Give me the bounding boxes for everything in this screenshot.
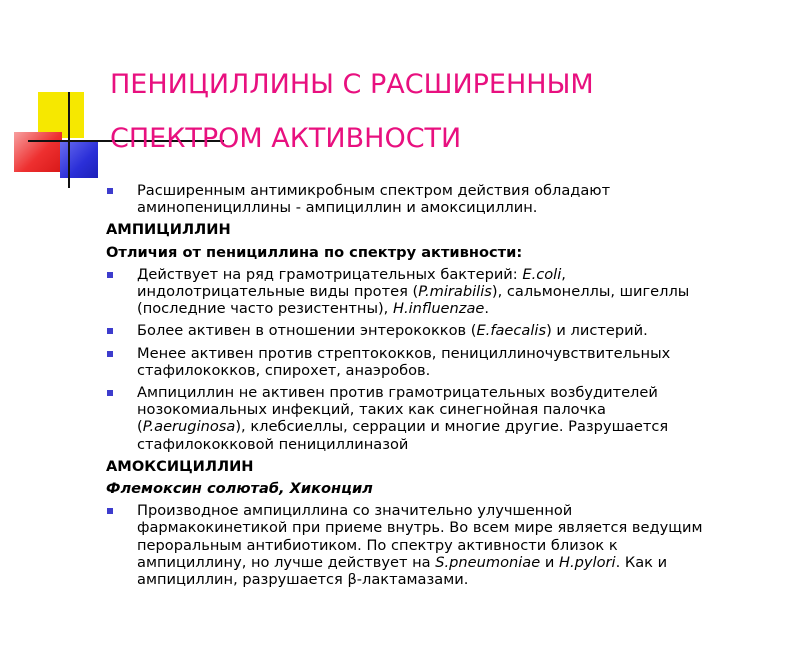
bullet-amoxicillin-description (106, 502, 766, 588)
species-name: E.coli (522, 265, 562, 283)
species-name: P.aeruginosa (142, 418, 236, 436)
text-line: Производное ампициллина со значительно улучшенной (137, 502, 573, 520)
bullet-enterococci (106, 322, 766, 339)
text: (последние часто резистентны), (137, 300, 393, 318)
text: ( (137, 418, 143, 436)
text-line: ампициллин, разрушается β-лактамазами. (137, 571, 469, 589)
amoxicillin-heading: АМОКСИЦИЛЛИН (106, 457, 254, 475)
text: , (561, 265, 566, 283)
intro-line-1: Расширенным антимикробным спектром действия обладают (137, 182, 611, 199)
ampicillin-heading: АМПИЦИЛЛИН (106, 221, 231, 239)
text-line (137, 322, 766, 339)
text: ампициллину, но лучше действует на (137, 553, 436, 571)
square-bullet-icon (107, 390, 113, 396)
text: и (540, 553, 559, 571)
square-bullet-icon (107, 188, 113, 194)
text-line: нозокомиальных инфекций, таких как синегнойная палочка (137, 401, 606, 419)
text-line (137, 283, 766, 300)
text: . Как и (615, 553, 668, 571)
text-line (137, 300, 766, 317)
ampicillin-subheading: Отличия от пенициллина по спектру активности: (106, 243, 523, 261)
text-line: стафилококков, спирохет, анаэробов. (137, 361, 431, 379)
bullet-nosocomial (106, 384, 766, 453)
text-line (137, 554, 766, 571)
text: . (484, 300, 490, 318)
text-line (137, 266, 766, 283)
text: Действует на ряд грамотрицательных бактерий: (137, 265, 523, 283)
slide-body (106, 182, 766, 593)
species-name: S.pneumoniae (435, 553, 541, 571)
decor-blue-square (60, 140, 98, 178)
square-bullet-icon (107, 508, 113, 514)
title-line-1: ПЕНИЦИЛЛИНЫ С РАСШИРЕННЫМ (110, 69, 594, 100)
text-line: стафилококковой пенициллиназой (137, 435, 409, 453)
text: ), сальмонеллы, шигеллы (491, 283, 690, 301)
text: ), клебсиеллы, серрации и многие другие. Разрушается (235, 418, 669, 436)
text: ) и листерий. (546, 322, 648, 340)
text: Более активен в отношении энтерококков ( (137, 322, 477, 340)
species-name: E.faecalis (476, 322, 547, 340)
text-line: фармакокинетикой при приеме внутрь. Во всем мире является ведущим (137, 519, 703, 537)
bullet-streptococci (106, 345, 766, 379)
decor-red-square (14, 132, 62, 172)
amoxicillin-brands: Флемоксин солютаб, Хиконцил (106, 480, 373, 498)
text: индолотрицательные виды протея ( (137, 283, 419, 301)
species-name: P.mirabilis (418, 283, 492, 301)
species-name: H.pylori (559, 553, 616, 571)
text-line: пероральным антибиотиком. По спектру активности близок к (137, 536, 618, 554)
bullet-intro (106, 182, 766, 216)
slide-title (110, 58, 760, 166)
bullet-gram-negative (106, 266, 766, 318)
square-bullet-icon (107, 328, 113, 334)
intro-line-2: аминопенициллины - ампициллин и амоксициллин. (137, 199, 538, 217)
text-line: Менее активен против стрептококков, пенициллиночувствительных (137, 344, 671, 362)
text-line: Ампициллин не активен против грамотрицательных возбудителей (137, 384, 658, 402)
square-bullet-icon (107, 351, 113, 357)
text-line (137, 418, 766, 435)
title-line-2: СПЕКТРОМ АКТИВНОСТИ (110, 123, 462, 154)
species-name: H.influenzae (392, 300, 485, 318)
square-bullet-icon (107, 272, 113, 278)
